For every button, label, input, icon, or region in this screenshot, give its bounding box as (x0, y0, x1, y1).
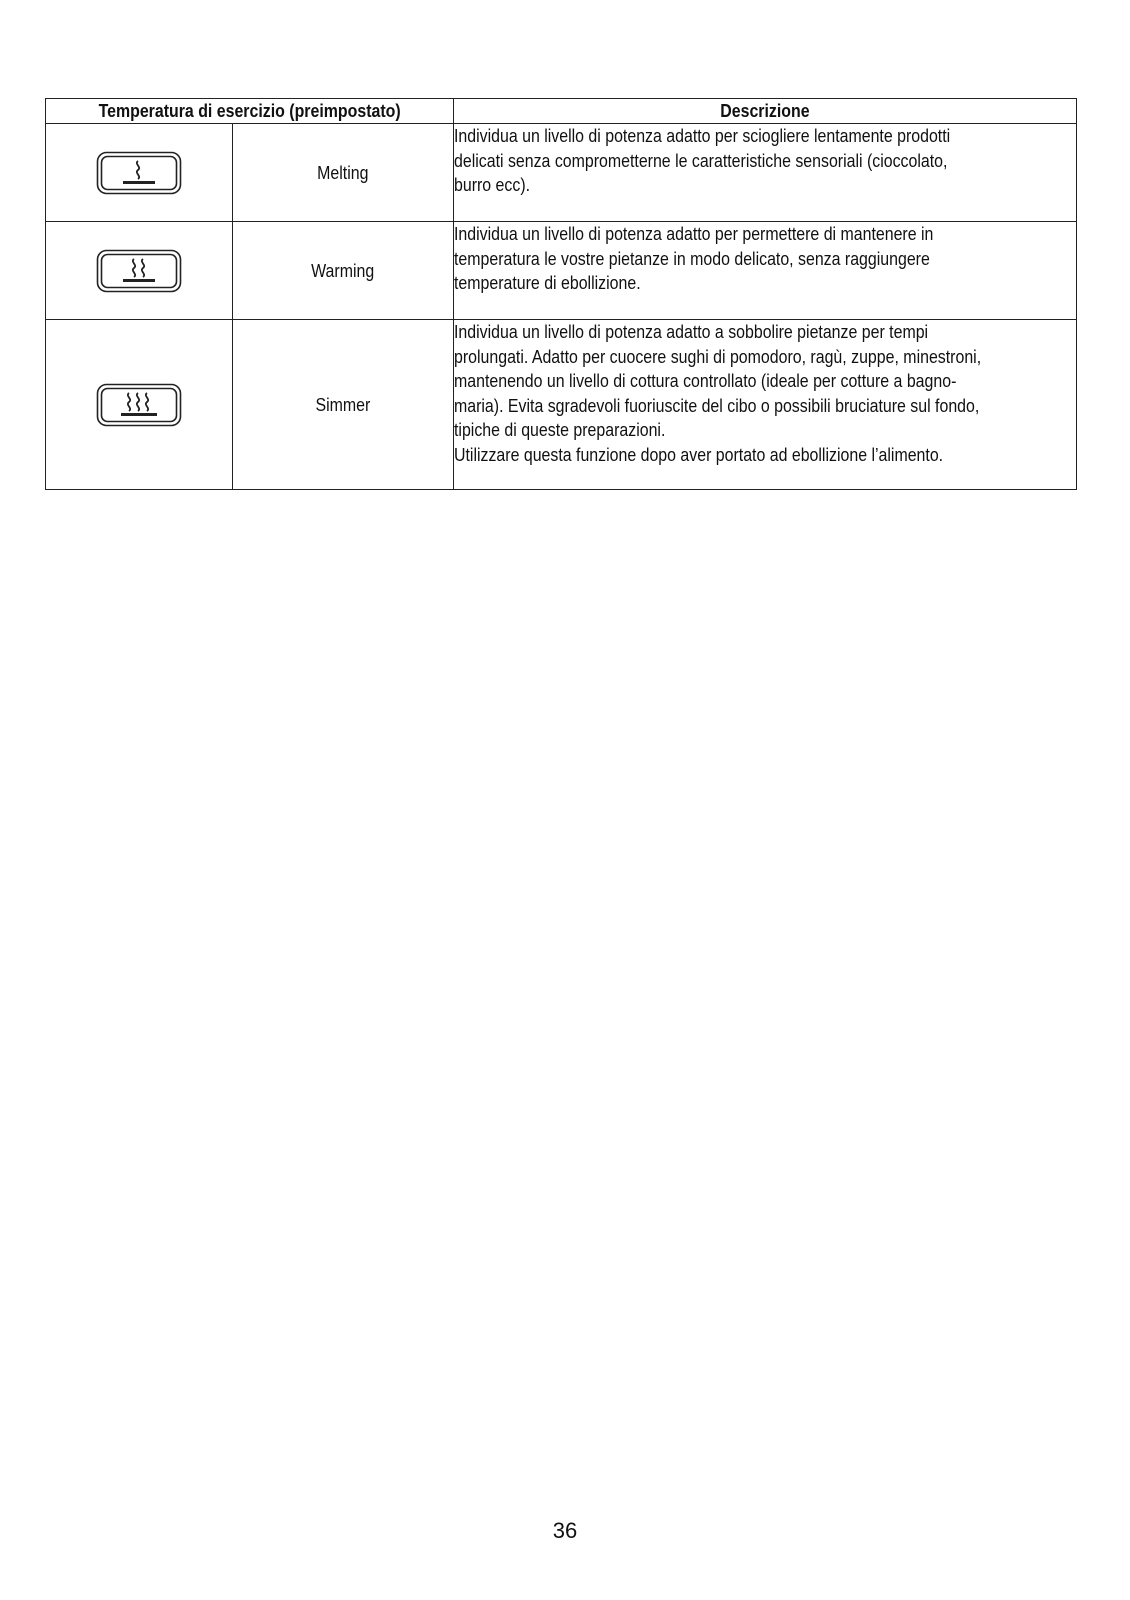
table-header-row (46, 99, 1077, 124)
header-operating-temperature: Temperatura di esercizio (preimpostato) (46, 99, 454, 124)
mode-name-melting: Melting (233, 124, 454, 222)
table-row (46, 222, 1077, 320)
mode-description-warming: Individua un livello di potenza adatto per permettere di mantenere in temperatura le vostre pietanze in modo delicato, senza raggiungere temperature di ebollizione. (454, 222, 1077, 320)
melting-icon (96, 151, 182, 195)
icon-cell (46, 124, 233, 222)
icon-cell (46, 320, 233, 490)
header-description: Descrizione (454, 99, 1077, 124)
warming-icon (96, 249, 182, 293)
simmer-icon (96, 383, 182, 427)
table-row (46, 320, 1077, 490)
mode-description-melting: Individua un livello di potenza adatto per sciogliere lentamente prodotti delicati senza comprometterne le caratteristiche sensoriali (cioccolato, burro ecc). (454, 124, 1077, 222)
page-number: 36 (552, 1518, 578, 1543)
cooking-modes-table (45, 98, 1077, 490)
mode-name-simmer: Simmer (233, 320, 454, 490)
icon-cell (46, 222, 233, 320)
table-row (46, 124, 1077, 222)
mode-name-warming: Warming (233, 222, 454, 320)
mode-description-simmer: Individua un livello di potenza adatto a sobbolire pietanze per tempi prolungati. Adatto per cuocere sughi di pomodoro, ragù, zuppe, minestroni, mantenendo un livello di cottura controllato (ideale per cotture a bagno- maria). Evita sgradevoli fuoriuscite del cibo o possibili bruciature sul fondo, tipiche di queste preparazioni. Utilizzare questa funzione dopo aver portato ad ebollizione l’alimento. (454, 320, 1077, 490)
